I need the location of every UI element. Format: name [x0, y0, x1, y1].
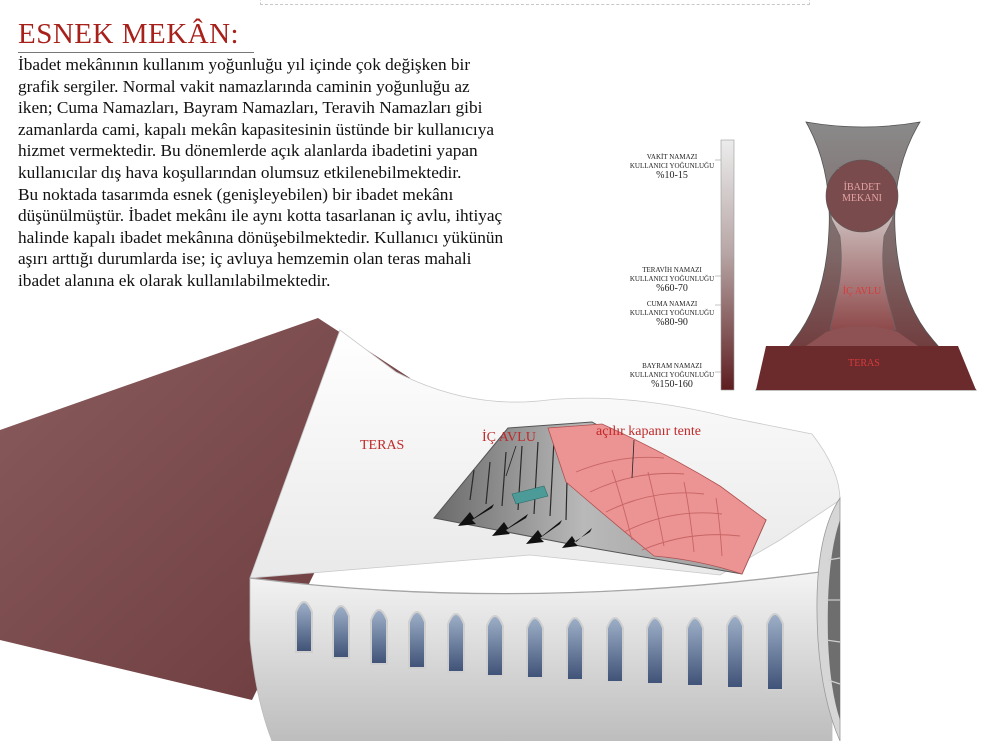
- model-label-ic-avlu: İÇ AVLU: [482, 430, 536, 445]
- arch-window: [607, 618, 623, 682]
- description-line: zamanlarda cami, kapalı mekân kapasitesinin üstünde bir kullanıcıya: [18, 119, 495, 139]
- zone-label-teras: TERAS: [848, 358, 880, 369]
- scale-label-sub: KULLANICI YOĞUNLUĞU: [629, 308, 715, 317]
- scale-label-title: CUMA NAMAZI: [646, 300, 698, 308]
- scale-label-sub: KULLANICI YOĞUNLUĞU: [629, 370, 715, 379]
- scale-label-title: TERAVİH NAMAZI: [642, 266, 702, 274]
- description-line: düşünülmüştür. İbadet mekânı ile aynı kotta tasarlanan iç avlu, ihtiyaç: [18, 206, 503, 226]
- density-gradient-bar: [721, 140, 734, 390]
- scale-label-percent: %10-15: [656, 170, 688, 181]
- scale-label-cuma: [622, 300, 722, 328]
- scale-label-percent: %60-70: [656, 283, 688, 294]
- arch-window: [567, 618, 583, 680]
- arch-window: [647, 618, 663, 684]
- scale-label-bayram: [622, 362, 722, 390]
- scale-label-sub: KULLANICI YOĞUNLUĞU: [629, 274, 715, 283]
- arch-window: [767, 614, 783, 690]
- description-line: İbadet mekânının kullanım yoğunluğu yıl içinde çok değişken bir: [18, 55, 471, 74]
- zone-label-ibadet-line2: MEKANI: [842, 193, 882, 204]
- zone-diagram: [756, 122, 976, 390]
- scale-label-sub: KULLANICI YOĞUNLUĞU: [629, 161, 715, 170]
- zone-label-ibadet-line1: İBADET: [843, 182, 881, 193]
- scale-label-percent: %150-160: [651, 379, 693, 390]
- description-line: aşırı arttığı durumlarda ise; iç avluya hemzemin olan teras mahali: [18, 249, 472, 269]
- description-line: halinde kapalı ibadet mekânına dönüşebilmektedir. Kullanıcı yükünün: [18, 227, 504, 247]
- arch-window: [333, 606, 349, 658]
- model-label-teras: TERAS: [360, 438, 405, 453]
- description-line: iken; Cuma Namazları, Bayram Namazları, Teravih Namazları gibi: [18, 98, 483, 118]
- arch-window: [409, 612, 425, 668]
- description-line: ibadet alanına ek olarak kullanılabilmektedir.: [18, 270, 331, 290]
- description-line: Bu noktada tasarımda esnek (genişleyebilen) bir ibadet mekânı: [18, 184, 454, 204]
- scale-label-percent: %80-90: [656, 317, 688, 328]
- zone-label-ibadet: [836, 182, 888, 204]
- zone-label-ic-avlu: İÇ AVLU: [842, 286, 882, 297]
- description-line: hizmet vermektedir. Bu dönemlerde açık alanlarda ibadetini yapan: [18, 141, 478, 161]
- arch-window: [687, 618, 703, 686]
- scale-label-title: VAKİT NAMAZI: [646, 153, 698, 161]
- model-label-tente: açılır kapanır tente: [596, 424, 701, 439]
- scale-label-teravih: [622, 266, 722, 294]
- arch-window: [487, 616, 503, 676]
- description-line: kullanıcılar dış hava koşullarından olumsuz etkilenebilmektedir.: [18, 162, 462, 182]
- description-line: grafik sergiler. Normal vakit namazlarında caminin yoğunluğu az: [18, 76, 470, 96]
- scale-label-title: BAYRAM NAMAZI: [642, 362, 702, 370]
- arch-window: [296, 602, 312, 652]
- arch-window: [448, 614, 464, 672]
- arch-window: [527, 618, 543, 678]
- scale-label-vakit: [622, 153, 722, 181]
- arch-window: [727, 616, 743, 688]
- page-title: ESNEK MEKÂN:: [18, 18, 240, 50]
- arch-window: [371, 610, 387, 664]
- building-model: [250, 330, 840, 741]
